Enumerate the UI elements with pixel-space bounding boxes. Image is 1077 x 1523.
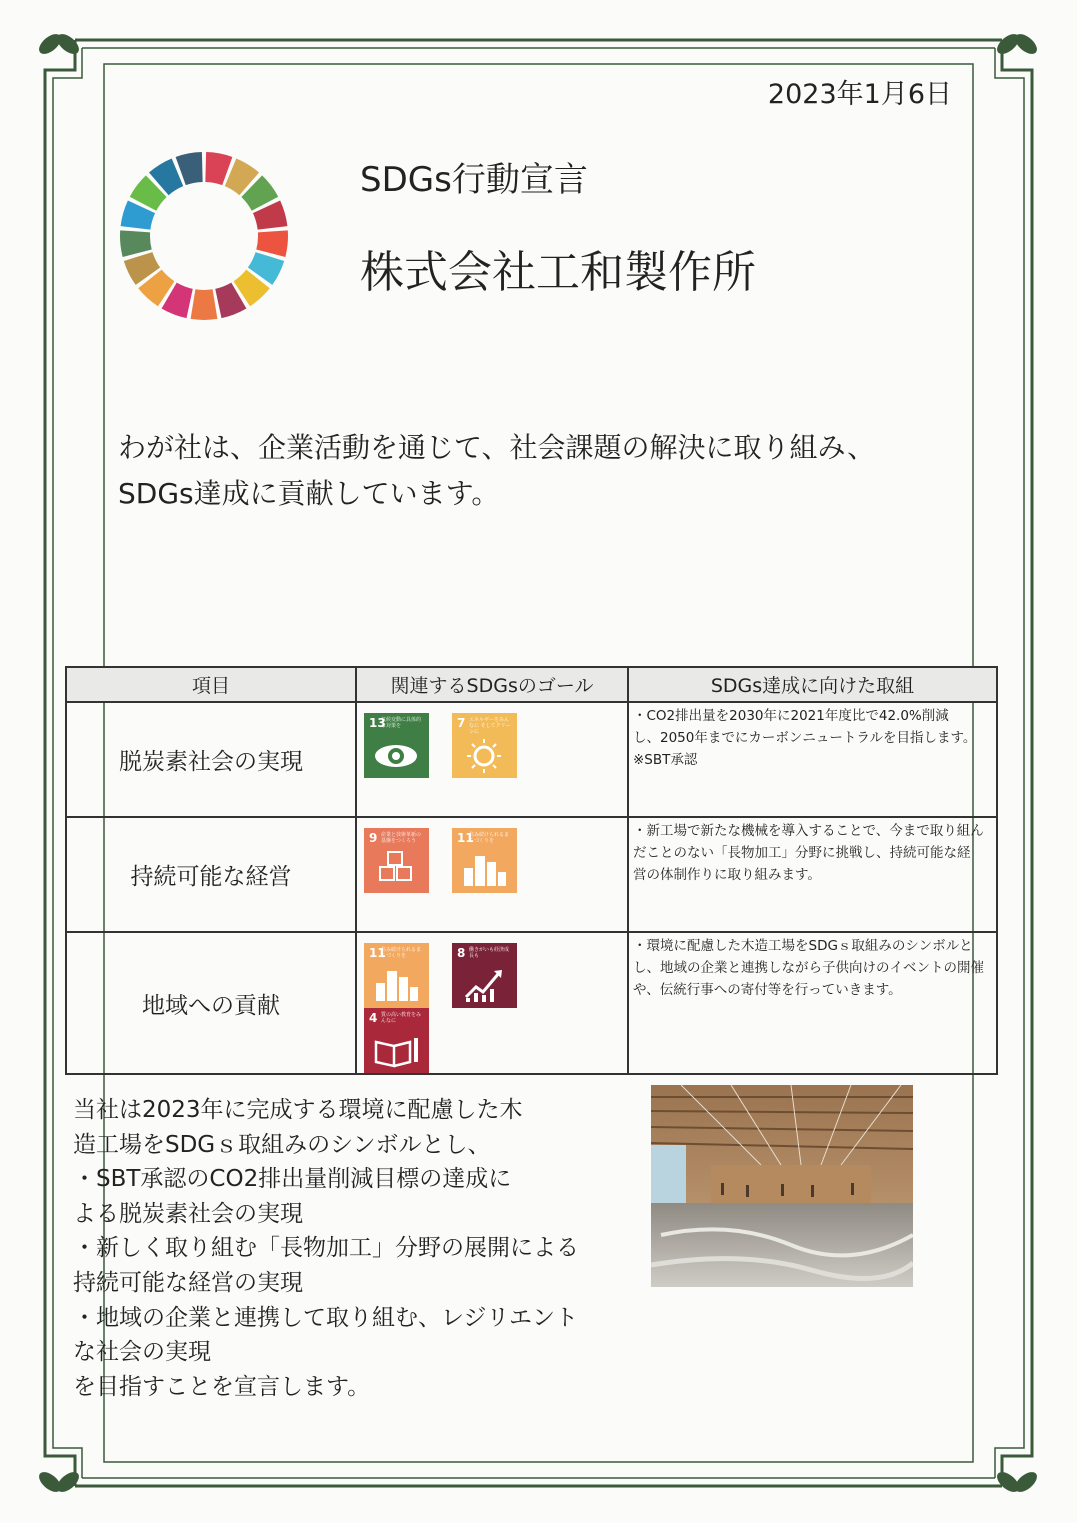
sdg-goals-table xyxy=(65,666,998,1075)
action-line: ・CO2排出量を2030年に2021年度比で42.0%削減 xyxy=(633,708,949,724)
closing-line: ・SBT承認のCO2排出量削減目標の達成に xyxy=(73,1166,512,1193)
sdg-goal-icons xyxy=(356,932,628,1074)
sdg-goal-label: 気候変動に具体的な対策を xyxy=(381,717,422,729)
column-header-item: 項目 xyxy=(66,667,356,702)
sdg-goal-icons xyxy=(356,817,628,932)
closing-line: ・地域の企業と連携して取り組む、レジリエント xyxy=(73,1304,578,1331)
sdg-goal-label: 住み続けられるまちづくりを xyxy=(469,832,510,844)
table-row xyxy=(66,932,997,1074)
closing-declaration xyxy=(73,1093,579,1404)
sdg-goal-number: 4 xyxy=(369,1011,378,1025)
action-line: だことのない「長物加工」分野に挑戦し、持続可能な経 xyxy=(633,845,971,861)
initiative-name: 地域への貢献 xyxy=(66,932,356,1074)
sdg-goal-11-icon xyxy=(364,943,429,1008)
column-header-actions: SDGs達成に向けた取組 xyxy=(628,667,997,702)
initiative-name: 脱炭素社会の実現 xyxy=(66,702,356,817)
action-line: し、地域の企業と連携しながら子供向けのイベントの開催 xyxy=(633,960,984,976)
sdg-wheel-segment xyxy=(191,289,218,320)
sdg-goal-4-icon xyxy=(364,1008,429,1073)
sdg-goal-number: 11 xyxy=(369,946,386,960)
sdg-goal-7-icon xyxy=(452,713,517,778)
sdg-goal-number: 9 xyxy=(369,831,378,845)
closing-line: な社会の実現 xyxy=(73,1339,211,1366)
company-name: 株式会社工和製作所 xyxy=(360,247,756,298)
sdg-goal-number: 13 xyxy=(369,716,386,730)
table-row xyxy=(66,702,997,817)
closing-line: 当社は2023年に完成する環境に配慮した木 xyxy=(73,1097,523,1123)
closing-line: ・新しく取り組む「長物加工」分野の展開による xyxy=(73,1235,579,1262)
table-row xyxy=(66,817,997,932)
initiative-name: 持続可能な経営 xyxy=(66,817,356,932)
closing-line: 造工場をSDGｓ取組みのシンボルとし、 xyxy=(73,1131,491,1158)
sdg-goal-8-icon xyxy=(452,943,517,1008)
sdg-goal-label: 産業と技術革新の基盤をつくろう xyxy=(381,832,422,844)
initiative-actions xyxy=(628,702,997,817)
sdg-goal-icons xyxy=(356,702,628,817)
sdg-goal-number: 8 xyxy=(457,946,466,960)
sdg-wheel-segment xyxy=(256,230,288,257)
sdg-goal-number: 11 xyxy=(457,831,474,845)
intro-line: わが社は、企業活動を通じて、社会課題の解決に取り組み、 xyxy=(118,431,876,464)
column-header-goals: 関連するSDGsのゴール xyxy=(356,667,628,702)
sdg-wheel-logo xyxy=(118,150,290,322)
sdg-goal-label: 質の高い教育をみんなに xyxy=(381,1012,422,1024)
initiative-actions xyxy=(628,817,997,932)
sdg-goal-11-icon xyxy=(452,828,517,893)
sdg-goal-13-icon xyxy=(364,713,429,778)
page-title: SDGs行動宣言 xyxy=(360,160,588,200)
sdg-goal-label: エネルギーをみんなに そしてクリーンに xyxy=(469,717,511,735)
sdg-goal-number: 7 xyxy=(457,716,466,730)
sdg-goal-9-icon xyxy=(364,828,429,893)
table-header-row xyxy=(66,667,997,702)
wooden-factory-photo xyxy=(651,1085,913,1287)
closing-line: よる脱炭素社会の実現 xyxy=(73,1200,303,1227)
sdg-goal-label: 住み続けられるまちづくりを xyxy=(381,947,422,959)
declaration-date: 2023年1月6日 xyxy=(767,79,952,110)
action-line: や、伝統行事への寄付等を行っていきます。 xyxy=(633,982,902,998)
action-line: ・新工場で新たな機械を導入することで、今まで取り組ん xyxy=(633,823,984,839)
intro-line: SDGs達成に貢献しています。 xyxy=(118,477,500,510)
intro-statement xyxy=(118,425,875,517)
closing-line: 持続可能な経営の実現 xyxy=(73,1269,303,1296)
sdg-wheel-segment xyxy=(120,230,152,257)
action-line: ・環境に配慮した木造工場をSDGｓ取組みのシンボルと xyxy=(633,938,973,954)
action-line: し、2050年までにカーボンニュートラルを目指します。 xyxy=(633,730,977,746)
sdg-goal-label: 働きがいも経済成長も xyxy=(469,947,510,959)
initiative-actions xyxy=(628,932,997,1074)
action-line: 営の体制作りに取り組みます。 xyxy=(633,867,821,883)
action-line: ※SBT承認 xyxy=(633,752,698,768)
closing-line: を目指すことを宣言します。 xyxy=(73,1373,371,1400)
